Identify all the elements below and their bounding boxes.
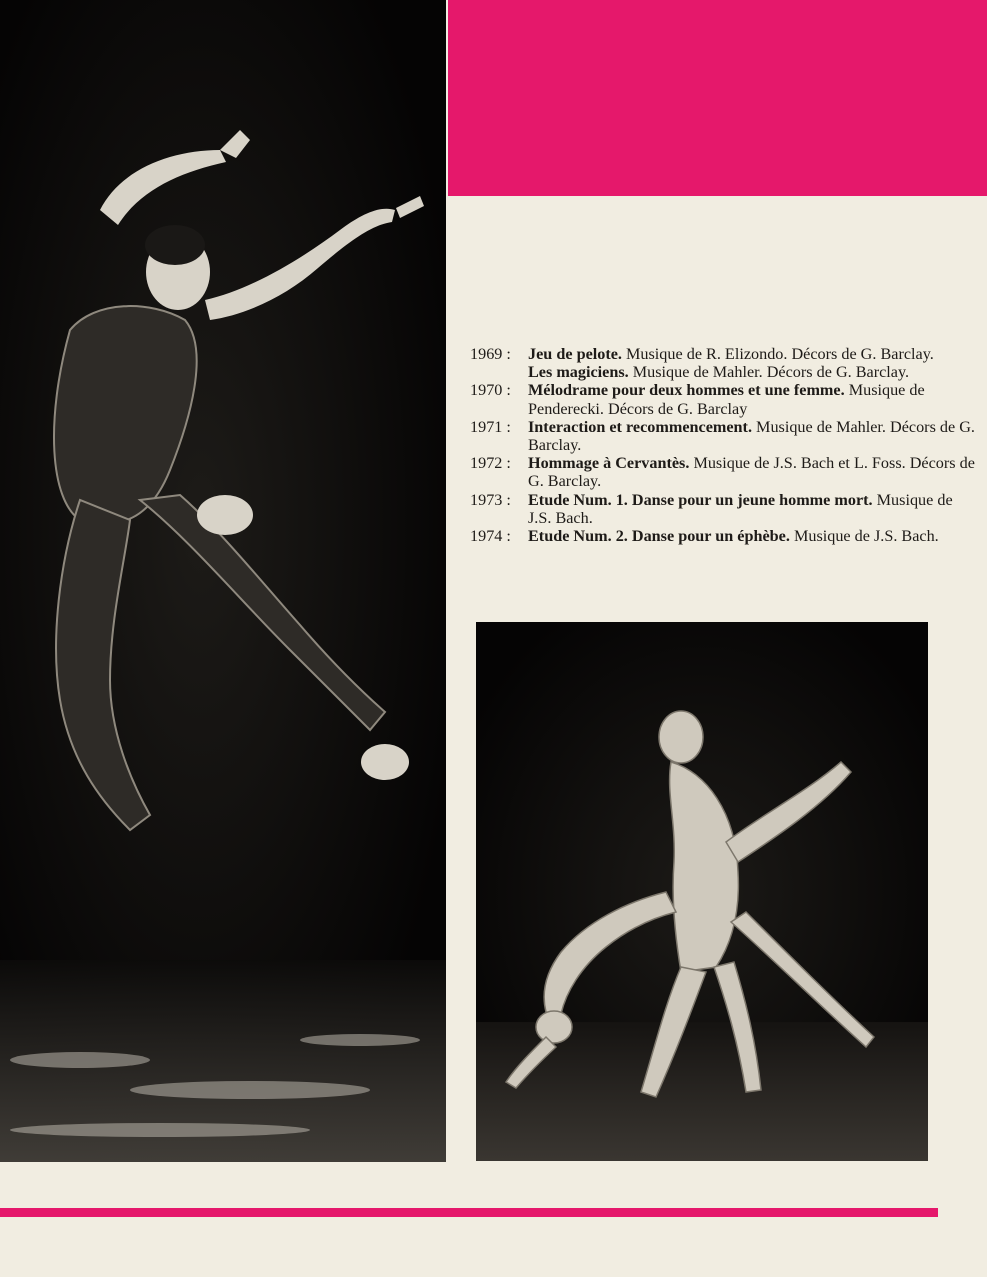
dancer-leaping-photo bbox=[0, 0, 446, 1162]
work-line bbox=[528, 527, 975, 545]
work-detail: Musique de R. Elizondo. Décors de G. Barclay. bbox=[621, 345, 934, 363]
chronology-entry bbox=[470, 345, 975, 381]
chronology-entry bbox=[470, 527, 975, 545]
work-title: Mélodrame pour deux hommes et une femme. bbox=[528, 381, 845, 400]
entry-works bbox=[528, 418, 975, 454]
entry-year: 1972 : bbox=[470, 454, 511, 473]
work-line bbox=[528, 381, 975, 417]
work-line bbox=[528, 418, 975, 454]
entry-year: 1973 : bbox=[470, 490, 511, 509]
duet-dancers-photo bbox=[476, 622, 928, 1161]
entry-year: 1971 : bbox=[470, 417, 511, 436]
entry-works bbox=[528, 381, 975, 417]
work-detail: Musique de J.S. Bach. bbox=[789, 527, 939, 546]
work-title: Etude Num. 1. Danse pour un jeune homme mort. bbox=[528, 490, 873, 509]
entry-works bbox=[528, 527, 975, 545]
entry-works bbox=[528, 345, 975, 381]
work-title: Hommage à Cervantès. bbox=[528, 454, 690, 473]
chronology-entry bbox=[470, 381, 975, 417]
duet-dancers-illustration bbox=[476, 622, 928, 1161]
chronology-entry bbox=[470, 454, 975, 490]
work-detail: Musique de Mahler. Décors de G. Barclay. bbox=[528, 417, 975, 455]
entry-works bbox=[528, 491, 975, 527]
work-detail: Musique de Mahler. Décors de G. Barclay. bbox=[628, 363, 910, 382]
work-detail: Musique de J.S. Bach et L. Foss. Décors de G. Barclay. bbox=[528, 454, 975, 491]
work-detail: Musique de Penderecki. Décors de G. Barclay bbox=[528, 381, 925, 418]
dancer-leaping-illustration bbox=[0, 0, 446, 1162]
work-line bbox=[528, 454, 975, 490]
work-line bbox=[528, 491, 975, 527]
entry-works bbox=[528, 454, 975, 490]
work-title: Interaction et recommencement. bbox=[528, 417, 752, 436]
work-title: Etude Num. 2. Danse pour un éphèbe. bbox=[528, 527, 790, 546]
work-detail: Musique de J.S. Bach. bbox=[528, 490, 953, 527]
entry-year: 1974 : bbox=[470, 527, 511, 546]
entry-year: 1969 : bbox=[470, 345, 511, 363]
choreography-chronology bbox=[470, 345, 975, 545]
work-title: Les magiciens. bbox=[528, 363, 629, 382]
work-title: Jeu de pelote. bbox=[528, 345, 622, 363]
pink-color-block bbox=[448, 0, 987, 196]
chronology-entry bbox=[470, 418, 975, 454]
bottom-pink-rule bbox=[0, 1208, 938, 1217]
entry-year: 1970 : bbox=[470, 381, 511, 400]
work-line bbox=[528, 345, 975, 363]
chronology-entry bbox=[470, 491, 975, 527]
work-line bbox=[528, 363, 975, 381]
